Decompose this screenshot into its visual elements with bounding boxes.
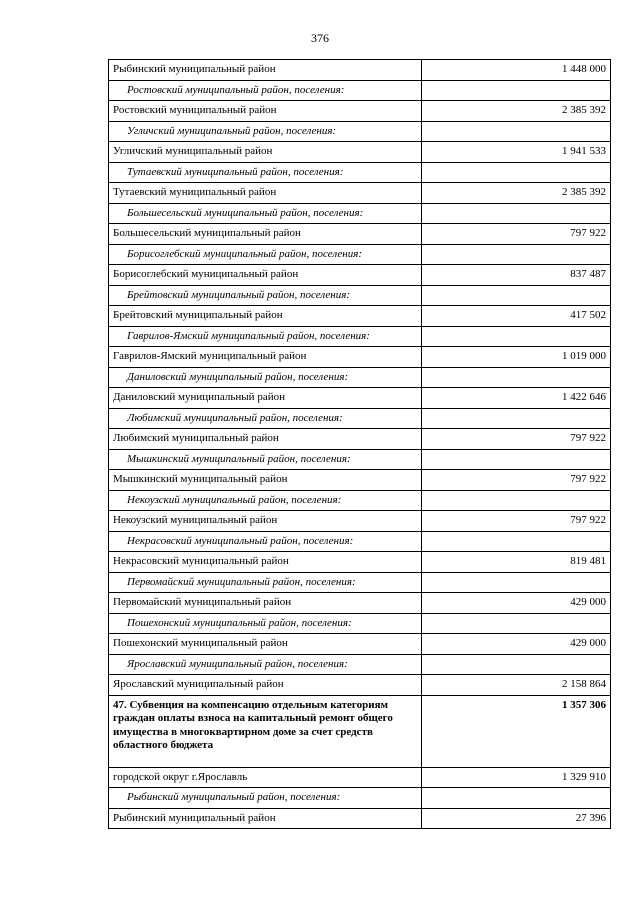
settlements-subheader-row <box>109 203 611 224</box>
row-amount-cell: 2 385 392 <box>422 101 611 122</box>
row-name-cell: Большесельский муниципальный район <box>109 224 422 245</box>
row-amount-cell: 429 000 <box>422 634 611 655</box>
settlements-subheader-row <box>109 162 611 183</box>
settlements-subheader-row <box>109 572 611 593</box>
row-name-cell: Ярославский муниципальный район <box>109 675 422 696</box>
row-amount-cell: 1 357 306 <box>422 695 611 767</box>
row-amount-cell: 819 481 <box>422 552 611 573</box>
row-amount-cell <box>422 244 611 265</box>
row-amount-cell <box>422 285 611 306</box>
row-name-cell: Первомайский муниципальный район, поселения: <box>109 572 422 593</box>
row-name-cell: Ростовский муниципальный район <box>109 101 422 122</box>
settlements-subheader-row <box>109 654 611 675</box>
table-row <box>109 675 611 696</box>
row-amount-cell: 417 502 <box>422 306 611 327</box>
table-row <box>109 60 611 81</box>
row-name-cell: Тутаевский муниципальный район <box>109 183 422 204</box>
row-name-cell: Рыбинский муниципальный район <box>109 808 422 829</box>
settlements-subheader-row <box>109 788 611 809</box>
row-name-cell: Любимский муниципальный район <box>109 429 422 450</box>
table-row <box>109 142 611 163</box>
row-name-cell: Рыбинский муниципальный район <box>109 60 422 81</box>
row-amount-cell: 837 487 <box>422 265 611 286</box>
page-number: 376 <box>311 31 329 45</box>
row-amount-cell: 27 396 <box>422 808 611 829</box>
row-name-cell: Тутаевский муниципальный район, поселения: <box>109 162 422 183</box>
row-amount-cell <box>422 203 611 224</box>
table-row <box>109 306 611 327</box>
settlements-subheader-row <box>109 367 611 388</box>
row-amount-cell: 1 448 000 <box>422 60 611 81</box>
table-row <box>109 224 611 245</box>
settlements-subheader-row <box>109 408 611 429</box>
settlements-subheader-row <box>109 326 611 347</box>
row-amount-cell: 2 158 864 <box>422 675 611 696</box>
row-name-cell: Первомайский муниципальный район <box>109 593 422 614</box>
row-amount-cell: 429 000 <box>422 593 611 614</box>
row-amount-cell: 1 422 646 <box>422 388 611 409</box>
row-amount-cell <box>422 326 611 347</box>
table-row <box>109 808 611 829</box>
row-name-cell: Любимский муниципальный район, поселения: <box>109 408 422 429</box>
row-name-cell: Гаврилов-Ямский муниципальный район <box>109 347 422 368</box>
row-amount-cell: 797 922 <box>422 224 611 245</box>
row-amount-cell <box>422 613 611 634</box>
settlements-subheader-row <box>109 449 611 470</box>
table-row <box>109 634 611 655</box>
row-amount-cell <box>422 367 611 388</box>
row-name-cell: Ярославский муниципальный район, поселения: <box>109 654 422 675</box>
row-amount-cell <box>422 162 611 183</box>
budget-table <box>108 59 611 829</box>
row-amount-cell <box>422 531 611 552</box>
table-row <box>109 388 611 409</box>
row-amount-cell: 2 385 392 <box>422 183 611 204</box>
settlements-subheader-row <box>109 285 611 306</box>
row-name-cell: Рыбинский муниципальный район, поселения: <box>109 788 422 809</box>
row-amount-cell: 1 329 910 <box>422 767 611 788</box>
settlements-subheader-row <box>109 531 611 552</box>
table-row <box>109 101 611 122</box>
row-name-cell: Ростовский муниципальный район, поселения: <box>109 80 422 101</box>
row-name-cell: Некоузский муниципальный район, поселения: <box>109 490 422 511</box>
row-name-cell: Гаврилов-Ямский муниципальный район, поселения: <box>109 326 422 347</box>
row-name-cell: Пошехонский муниципальный район, поселения: <box>109 613 422 634</box>
row-name-cell: городской округ г.Ярославль <box>109 767 422 788</box>
table-body <box>109 60 611 829</box>
row-amount-cell <box>422 572 611 593</box>
row-name-cell: Даниловский муниципальный район, поселения: <box>109 367 422 388</box>
row-name-cell: Брейтовский муниципальный район, поселения: <box>109 285 422 306</box>
row-name-cell: Пошехонский муниципальный район <box>109 634 422 655</box>
settlements-subheader-row <box>109 490 611 511</box>
table-row <box>109 429 611 450</box>
row-amount-cell <box>422 80 611 101</box>
table-row <box>109 183 611 204</box>
row-name-cell: Угличский муниципальный район, поселения: <box>109 121 422 142</box>
row-amount-cell <box>422 121 611 142</box>
row-name-cell: Борисоглебский муниципальный район <box>109 265 422 286</box>
row-amount-cell <box>422 408 611 429</box>
row-name-cell: Мышкинский муниципальный район, поселения: <box>109 449 422 470</box>
table-row <box>109 552 611 573</box>
settlements-subheader-row <box>109 613 611 634</box>
table-row <box>109 767 611 788</box>
row-amount-cell: 797 922 <box>422 470 611 491</box>
row-amount-cell <box>422 449 611 470</box>
row-name-cell: Брейтовский муниципальный район <box>109 306 422 327</box>
row-name-cell: Даниловский муниципальный район <box>109 388 422 409</box>
settlements-subheader-row <box>109 80 611 101</box>
row-amount-cell: 797 922 <box>422 511 611 532</box>
row-name-cell: Мышкинский муниципальный район <box>109 470 422 491</box>
row-amount-cell <box>422 788 611 809</box>
row-name-cell: Некрасовский муниципальный район, поселения: <box>109 531 422 552</box>
subvention-heading-row <box>109 695 611 767</box>
row-name-cell: 47. Субвенция на компенсацию отдельным категориям граждан оплаты взноса на капитальный ремонт общего имущества в многоквартирном доме за счет средств областного бюджета <box>109 695 422 767</box>
row-name-cell: Большесельский муниципальный район, поселения: <box>109 203 422 224</box>
row-amount-cell <box>422 490 611 511</box>
settlements-subheader-row <box>109 121 611 142</box>
settlements-subheader-row <box>109 244 611 265</box>
table-row <box>109 470 611 491</box>
row-name-cell: Борисоглебский муниципальный район, поселения: <box>109 244 422 265</box>
row-name-cell: Некоузский муниципальный район <box>109 511 422 532</box>
table-row <box>109 265 611 286</box>
row-amount-cell <box>422 654 611 675</box>
row-name-cell: Некрасовский муниципальный район <box>109 552 422 573</box>
table-row <box>109 511 611 532</box>
table-row <box>109 593 611 614</box>
row-amount-cell: 1 019 000 <box>422 347 611 368</box>
row-amount-cell: 797 922 <box>422 429 611 450</box>
table-row <box>109 347 611 368</box>
row-name-cell: Угличский муниципальный район <box>109 142 422 163</box>
row-amount-cell: 1 941 533 <box>422 142 611 163</box>
